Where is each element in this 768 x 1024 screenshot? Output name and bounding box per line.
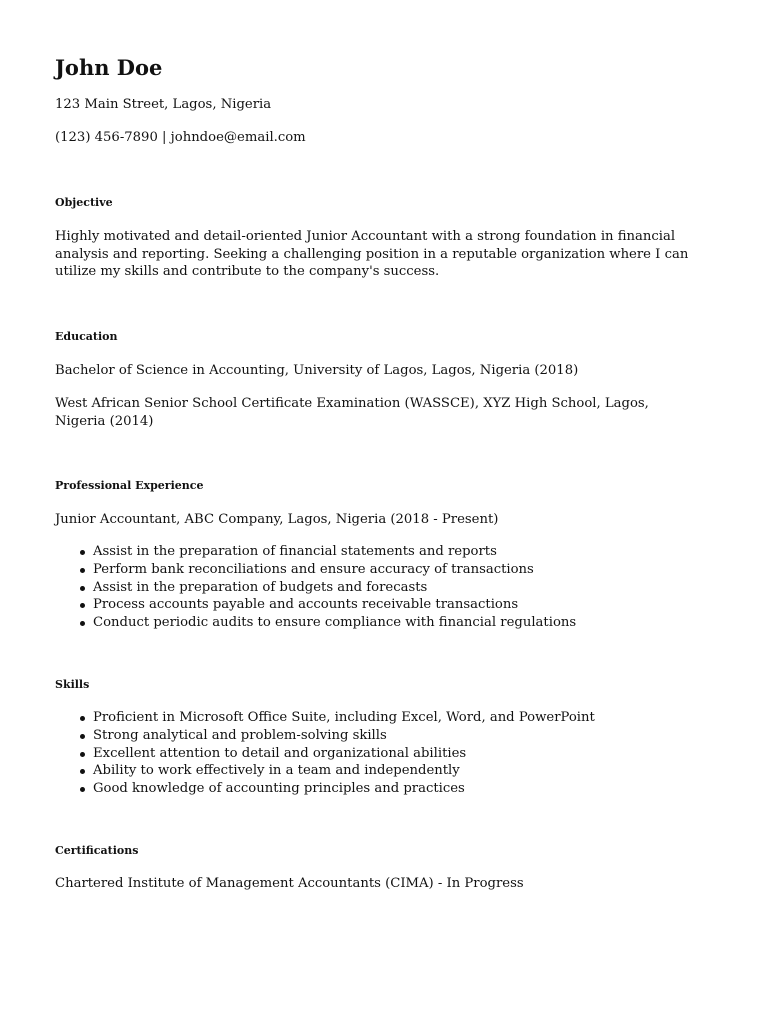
list-item [55, 596, 576, 614]
duty-text: Conduct periodic audits to ensure compliance with financial regulations [93, 615, 577, 631]
list-item [55, 727, 595, 745]
skills-heading: Skills [55, 678, 90, 691]
experience-heading: Professional Experience [55, 479, 204, 492]
bullet-icon [80, 586, 85, 591]
education-heading: Education [55, 330, 118, 343]
duty-text: Perform bank reconciliations and ensure accuracy of transactions [93, 561, 534, 577]
duty-text: Assist in the preparation of financial statements and reports [93, 544, 497, 559]
bullet-icon [80, 568, 85, 573]
job-position: Junior Accountant, ABC Company, Lagos, Nigeria (2018 - Present) [55, 512, 499, 527]
certifications-heading: Certifications [55, 844, 139, 857]
bullet-icon [80, 603, 85, 608]
candidate-name: John Doe [55, 55, 163, 80]
duty-text: Assist in the preparation of budgets and forecasts [93, 579, 428, 595]
list-item [55, 780, 595, 798]
bullet-icon [80, 787, 85, 792]
list-item [55, 762, 595, 780]
skill-text: Ability to work effectively in a team and independently [93, 763, 460, 779]
education-item: West African Senior School Certificate Examination (WASSCE), XYZ High School, Lagos, Nigeria (2014) [55, 396, 649, 429]
education-item: Bachelor of Science in Accounting, University of Lagos, Lagos, Nigeria (2018) [55, 363, 579, 378]
bullet-icon [80, 550, 85, 555]
skills-list [55, 709, 595, 798]
skill-text: Strong analytical and problem-solving skills [93, 727, 387, 743]
contact-line: (123) 456-7890 | johndoe@email.com [55, 130, 306, 145]
objective-heading: Objective [55, 196, 113, 209]
skill-text: Excellent attention to detail and organizational abilities [93, 745, 467, 761]
bullet-icon [80, 734, 85, 739]
list-item [55, 579, 576, 597]
bullet-icon [80, 752, 85, 757]
duty-text: Process accounts payable and accounts receivable transactions [93, 597, 519, 613]
list-item [55, 561, 576, 579]
list-item [55, 745, 595, 763]
bullet-icon [80, 716, 85, 721]
objective-text: Highly motivated and detail-oriented Junior Accountant with a strong foundation in financial analysis and reporting. Seeking a challenging position in a reputable organization where I can utilize my skills and contribute to the company's success. [55, 229, 689, 280]
bullet-icon [80, 621, 85, 626]
list-item [55, 709, 595, 727]
address-line: 123 Main Street, Lagos, Nigeria [55, 97, 272, 112]
skill-text: Good knowledge of accounting principles and practices [93, 781, 465, 797]
list-item [55, 543, 576, 561]
bullet-icon [80, 769, 85, 774]
list-item [55, 614, 576, 632]
job-duties-list [55, 543, 576, 632]
skill-text: Proficient in Microsoft Office Suite, including Excel, Word, and PowerPoint [93, 710, 595, 725]
certification-item: Chartered Institute of Management Accountants (CIMA) - In Progress [55, 876, 524, 891]
